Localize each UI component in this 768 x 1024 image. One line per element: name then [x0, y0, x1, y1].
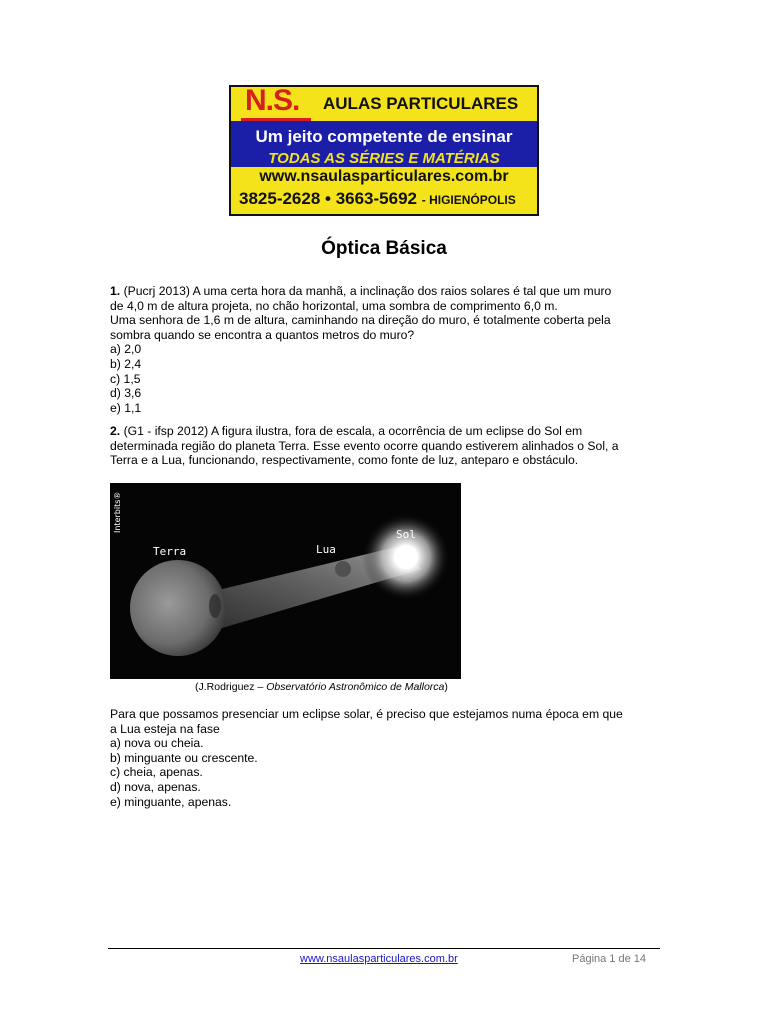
question-1-line: Uma senhora de 1,6 m de altura, caminhando na direção do muro, é totalmente coberta pela — [110, 313, 611, 328]
ad-banner — [229, 85, 539, 216]
banner-bottom-strip — [231, 167, 537, 214]
question-1-line: de 4,0 m de altura projeta, no chão horizontal, uma sombra de comprimento 6,0 m. — [110, 298, 558, 313]
question-1-line — [110, 284, 670, 299]
question-1-text: (Pucrj 2013) A uma certa hora da manhã, a inclinação dos raios solares é tal que um muro — [123, 284, 612, 298]
question-1-line: sombra quando se encontra a quantos metros do muro? — [110, 327, 415, 342]
banner-neighborhood: - HIGIENÓPOLIS — [421, 193, 516, 207]
label-lua: Lua — [316, 543, 336, 556]
banner-phone-numbers: 3825-2628 • 3663-5692 — [239, 189, 417, 208]
banner-url: www.nsaulasparticulares.com.br — [259, 168, 509, 185]
page-title: Óptica Básica — [321, 238, 447, 259]
question-2-line: Terra e a Lua, funcionando, respectivamente, como fonte de luz, anteparo e obstáculo. — [110, 453, 579, 468]
shadow-spot — [209, 594, 221, 618]
question-1-option: b) 2,4 — [110, 356, 142, 371]
question-1-option: c) 1,5 — [110, 371, 141, 386]
banner-brand-suffix: AULAS PARTICULARES — [323, 94, 519, 113]
banner-series: TODAS AS SÉRIES E MATÉRIAS — [268, 150, 500, 167]
figure-caption — [195, 681, 448, 693]
question-2-option: b) minguante ou crescente. — [110, 750, 258, 765]
caption-source: Observatório Astronômico de Mallorca — [266, 681, 445, 693]
caption-prefix: (J.Rodriguez – — [195, 681, 267, 693]
page-number: Página 1 de 14 — [572, 953, 647, 965]
caption-suffix: ) — [444, 681, 448, 693]
banner-brand-underline — [241, 118, 311, 121]
question-2-option: d) nova, apenas. — [110, 779, 201, 794]
label-terra: Terra — [153, 545, 187, 558]
question-1-option: a) 2,0 — [110, 342, 142, 357]
question-2-option: c) cheia, apenas. — [110, 765, 203, 780]
banner-top-strip — [231, 84, 537, 121]
question-2-line — [110, 424, 670, 439]
question-2-line: determinada região do planeta Terra. Esse evento ocorre quando estiverem alinhados o Sol, a — [110, 438, 619, 453]
question-2-line: Para que possamos presenciar um eclipse solar, é preciso que estejamos numa época em que — [110, 707, 623, 721]
watermark-interbits: Interbits® — [113, 491, 122, 533]
question-2-line: a Lua esteja na fase — [110, 721, 220, 736]
moon-shape — [335, 561, 351, 577]
question-1-option: d) 3,6 — [110, 386, 142, 401]
question-2-text: (G1 - ifsp 2012) A figura ilustra, fora de escala, a ocorrência de um eclipse do Sol em — [123, 424, 583, 438]
label-sol: Sol — [396, 528, 416, 541]
question-2 — [110, 424, 670, 468]
question-2-option: e) minguante, apenas. — [110, 794, 232, 809]
banner-slogan: Um jeito competente de ensinar — [255, 127, 513, 146]
banner-phones — [239, 189, 516, 209]
sun-shape — [394, 545, 418, 569]
question-1-option: e) 1,1 — [110, 400, 142, 415]
question-1 — [110, 284, 670, 415]
banner-brand: N.S. — [245, 84, 300, 117]
question-2-number: 2. — [110, 424, 121, 438]
footer-link[interactable]: www.nsaulasparticulares.com.br — [300, 953, 458, 965]
eclipse-figure — [110, 483, 461, 679]
question-2-option: a) nova ou cheia. — [110, 736, 204, 751]
question-2-prompt — [110, 707, 670, 809]
question-1-number: 1. — [110, 284, 121, 298]
footer-divider — [108, 948, 660, 949]
